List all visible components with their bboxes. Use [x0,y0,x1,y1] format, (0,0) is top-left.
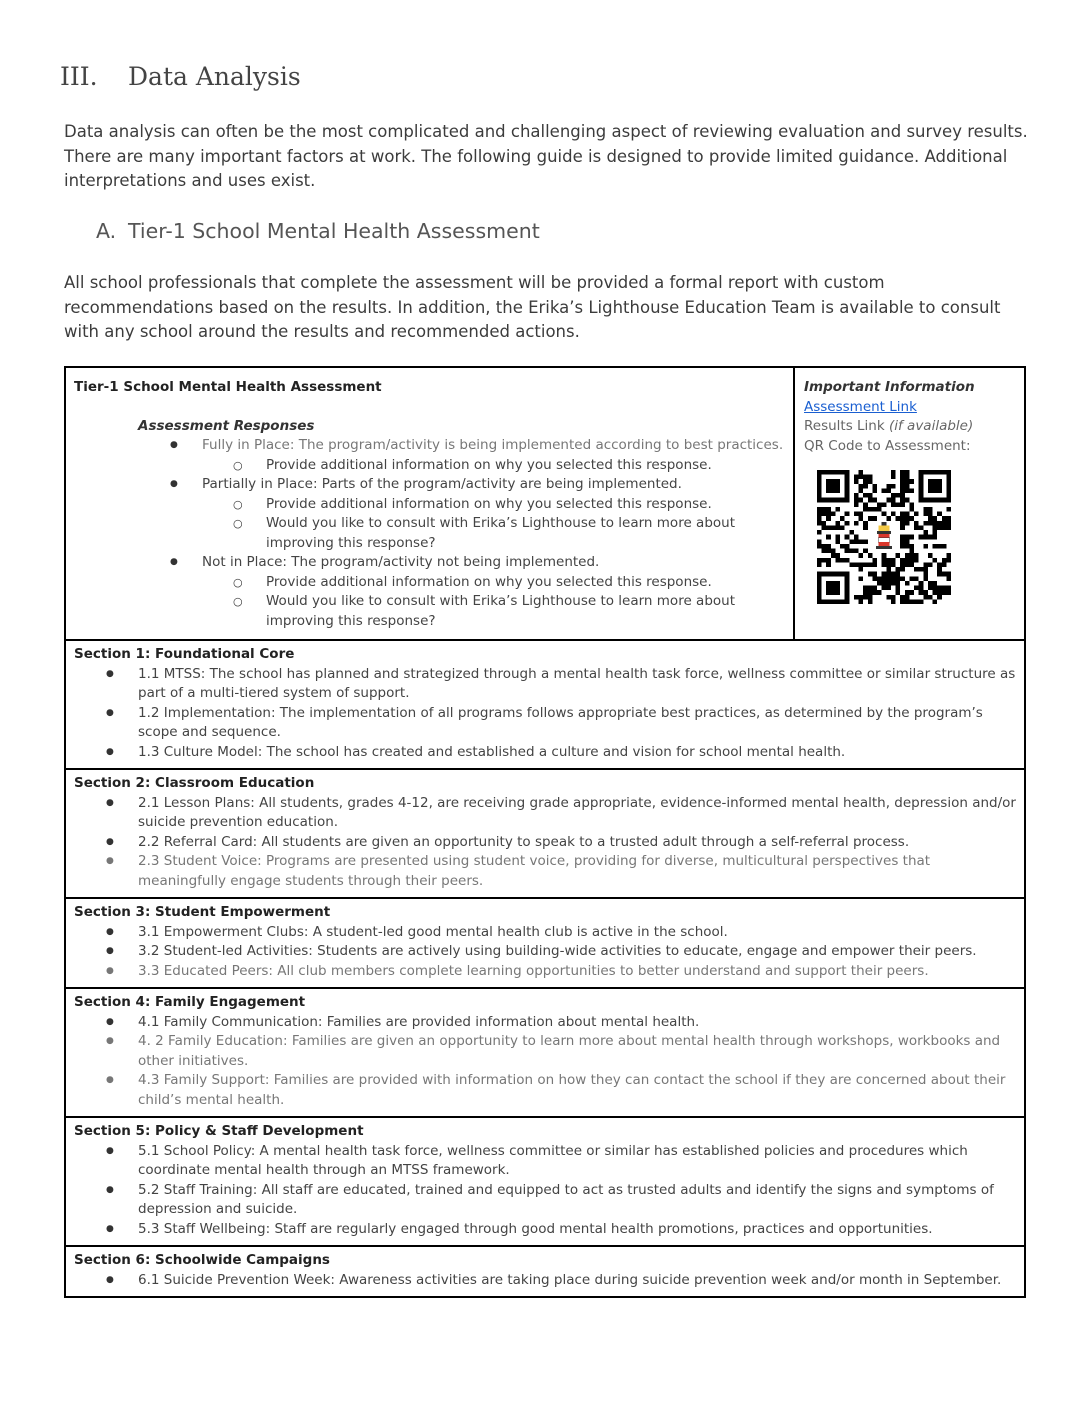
responses-list [74,436,785,631]
response-label: Partially in Place: Parts of the program/activity are being implemented. [202,476,682,492]
response-subitem: ○ Would you like to consult with Erika’s Lighthouse to learn more about improving this response? [74,592,785,631]
section-item: ● 5.3 Staff Wellbeing: Staff are regularly engaged through good mental health promotions, practices and opportunities. [74,1220,1016,1240]
assessment-header-row [66,368,1024,639]
important-info-cell [795,368,1024,639]
assessment-link[interactable]: Assessment Link [804,398,917,415]
assessment-table-title: Tier-1 School Mental Health Assessment [74,379,382,395]
section-item: ● 1.3 Culture Model: The school has created and established a culture and vision for school mental health. [74,743,1016,763]
section-title: Data Analysis [128,62,301,91]
intro-paragraph: Data analysis can often be the most complicated and challenging aspect of reviewing evaluation and survey results. There are many important factors at work. The following guide is designed to provide limited guidance. Additional interpretations and uses exist. [64,122,1028,190]
response-partially-in-place [74,475,785,553]
subsection-title: Tier-1 School Mental Health Assessment [128,219,540,243]
section-4-row [66,987,1024,1116]
response-subitem: ○ Would you like to consult with Erika’s Lighthouse to learn more about improving this response? [74,514,785,553]
assessment-table [64,366,1026,1298]
response-label: Fully in Place: The program/activity is being implemented according to best practices. [202,437,784,453]
section-item: ● 5.1 School Policy: A mental health task force, wellness committee or similar has established policies and procedures which coordinate mental health through an MTSS framework. [74,1142,1016,1181]
section-title: Section 2: Classroom Education [74,775,315,791]
response-sublist [202,456,785,476]
response-sublist [202,573,785,632]
section-items [74,1271,1016,1291]
section-item: ● 1.1 MTSS: The school has planned and strategized through a mental health task force, wellness committee or similar structure as part of a multi-tiered system of support. [74,665,1016,704]
section-heading [60,62,301,91]
section-3-row [66,897,1024,987]
section-item: ● 4. 2 Family Education: Families are given an opportunity to learn more about mental health through workshops, workbooks and other initiatives. [74,1032,1016,1071]
response-label: Not in Place: The program/activity not being implemented. [202,554,600,570]
subsection-heading [96,219,540,243]
section-items [74,1013,1016,1111]
section-item: ● 2.1 Lesson Plans: All students, grades 4-12, are receiving grade appropriate, evidence-informed mental health, depression and/or suicide prevention education. [74,794,1016,833]
section-item: ● 4.3 Family Support: Families are provided with information on how they can contact the school if they are concerned about their child’s mental health. [74,1071,1016,1110]
responses-title: Assessment Responses [138,417,315,434]
results-link-line [804,417,1015,437]
section-items [74,665,1016,763]
lighthouse-logo [868,521,900,553]
results-link-note: (if available) [888,418,974,434]
section-items [74,923,1016,982]
section-item: ● 4.1 Family Communication: Families are provided information about mental health. [74,1013,1016,1033]
qr-label: QR Code to Assessment: [804,437,971,454]
assessment-responses-cell [66,368,795,639]
response-subitem: ○ Provide additional information on why you selected this response. [74,495,785,515]
section-item: ● 3.2 Student-led Activities: Students are actively using building-wide activities to educate, engage and empower their peers. [74,942,1016,962]
section-title: Section 3: Student Empowerment [74,904,331,920]
section-number: III. [60,62,98,91]
subsection-letter: A. [96,219,117,243]
section-title: Section 1: Foundational Core [74,646,295,662]
section-title: Section 4: Family Engagement [74,994,306,1010]
section-items [74,1142,1016,1240]
section-2-row [66,768,1024,897]
section-item: ● 3.3 Educated Peers: All club members complete learning opportunities to better understand and support their peers. [74,962,1016,982]
section-1-row [66,639,1024,768]
section-5-row [66,1116,1024,1245]
results-link-label: Results Link [804,418,885,434]
important-info-title: Important Information [804,379,975,395]
section-item: ● 1.2 Implementation: The implementation of all programs follows appropriate best practices, as determined by the program’s scope and sequence. [74,704,1016,743]
section-item: ● 2.2 Referral Card: All students are given an opportunity to speak to a trusted adult through a self-referral process. [74,833,1016,853]
section-item: ● 2.3 Student Voice: Programs are presented using student voice, providing for diverse, multicultural perspectives that meaningfully engage students through their peers. [74,852,1016,891]
section-items [74,794,1016,892]
section-title: Section 6: Schoolwide Campaigns [74,1252,330,1268]
section-item: ● 5.2 Staff Training: All staff are educated, trained and equipped to act as trusted adults and identify the signs and symptoms of depression and suicide. [74,1181,1016,1220]
response-subitem: ○ Provide additional information on why you selected this response. [74,456,785,476]
response-subitem: ○ Provide additional information on why you selected this response. [74,573,785,593]
section-title: Section 5: Policy & Staff Development [74,1123,364,1139]
response-sublist [202,495,785,554]
response-fully-in-place [74,436,785,475]
section-item: ● 3.1 Empowerment Clubs: A student-led good mental health club is active in the school. [74,923,1016,943]
subsection-paragraph: All school professionals that complete the assessment will be provided a formal report with custom recommendations based on the results. In addition, the Erika’s Lighthouse Education Team is available to consult with any school around the results and recommended actions. [64,273,1001,341]
qr-code-image[interactable] [817,470,951,604]
section-item: ● 6.1 Suicide Prevention Week: Awareness activities are taking place during suicide prevention week and/or month in September. [74,1271,1016,1291]
response-not-in-place [74,553,785,631]
section-6-row [66,1245,1024,1296]
